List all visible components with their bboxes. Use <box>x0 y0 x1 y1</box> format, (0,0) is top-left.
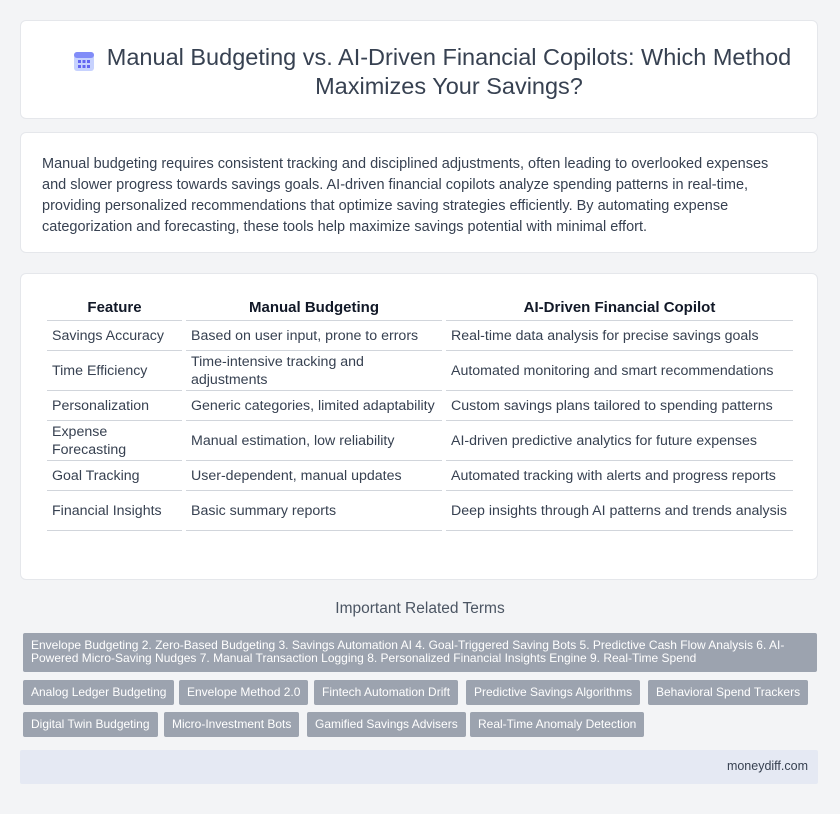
cell-feature: Goal Tracking <box>47 461 182 491</box>
footer-site[interactable]: moneydiff.com <box>726 759 808 773</box>
related-tag[interactable]: Fintech Automation Drift <box>314 680 458 705</box>
page-title: Manual Budgeting vs. AI-Driven Financial Copilots: Which Method Maximizes Your Savings? <box>106 44 792 99</box>
cell-manual: Manual estimation, low reliability <box>186 421 442 461</box>
cell-feature: Savings Accuracy <box>47 321 182 351</box>
related-tag[interactable]: Predictive Savings Algorithms <box>466 680 640 705</box>
related-terms-title: Important Related Terms <box>335 600 505 617</box>
cell-feature: Personalization <box>47 391 182 421</box>
cell-ai: Real-time data analysis for precise savings goals <box>446 321 793 351</box>
related-tag[interactable]: Envelope Budgeting 2. Zero-Based Budgeting 3. Savings Automation AI 4. Goal-Triggered Saving Bots 5. Predictive Cash Flow Analysis 6. AI-Powered Micro-Saving Nudges 7. Manual Transaction Logging 8. Personalized Financial Insights Engine 9. Real-Time Spend <box>23 633 817 672</box>
related-tag[interactable]: Behavioral Spend Trackers <box>648 680 808 705</box>
cell-feature: Expense Forecasting <box>47 421 182 461</box>
related-tag[interactable]: Envelope Method 2.0 <box>179 680 308 705</box>
table-row <box>47 421 793 461</box>
cell-ai: Deep insights through AI patterns and trends analysis <box>446 491 793 531</box>
cell-manual: Time-intensive tracking and adjustments <box>186 351 442 391</box>
cell-manual: Generic categories, limited adaptability <box>186 391 442 421</box>
table-row <box>47 391 793 421</box>
header-manual: Manual Budgeting <box>186 294 442 321</box>
header-feature: Feature <box>47 294 182 321</box>
table-row <box>47 351 793 391</box>
comparison-card <box>20 273 818 580</box>
related-tag[interactable]: Micro-Investment Bots <box>164 712 299 737</box>
table-row <box>47 461 793 491</box>
cell-manual: Basic summary reports <box>186 491 442 531</box>
cell-feature: Financial Insights <box>47 491 182 531</box>
related-tag[interactable]: Analog Ledger Budgeting <box>23 680 174 705</box>
cell-manual: User-dependent, manual updates <box>186 461 442 491</box>
footer <box>20 750 818 784</box>
cell-feature: Time Efficiency <box>47 351 182 391</box>
cell-ai: AI-driven predictive analytics for future expenses <box>446 421 793 461</box>
comparison-table <box>43 294 797 531</box>
intro-text: Manual budgeting requires consistent tracking and disciplined adjustments, often leading to overlooked expenses and slower progress towards savings goals. AI-driven financial copilots analyze spending patterns in real-time, providing personalized recommendations that optimize saving strategies efficiently. By automating expense categorization and forecasting, these tools help maximize savings potential with minimal effort. <box>42 156 769 235</box>
table-row <box>47 491 793 531</box>
header-ai: AI-Driven Financial Copilot <box>446 294 793 321</box>
header-card <box>20 20 818 119</box>
intro-card <box>20 132 818 253</box>
related-tag[interactable]: Real-Time Anomaly Detection <box>470 712 644 737</box>
related-tag[interactable]: Gamified Savings Advisers <box>307 712 466 737</box>
related-tag[interactable]: Digital Twin Budgeting <box>23 712 158 737</box>
cell-ai: Automated monitoring and smart recommendations <box>446 351 793 391</box>
cell-ai: Custom savings plans tailored to spending patterns <box>446 391 793 421</box>
table-row <box>47 321 793 351</box>
cell-ai: Automated tracking with alerts and progress reports <box>446 461 793 491</box>
cell-manual: Based on user input, prone to errors <box>186 321 442 351</box>
